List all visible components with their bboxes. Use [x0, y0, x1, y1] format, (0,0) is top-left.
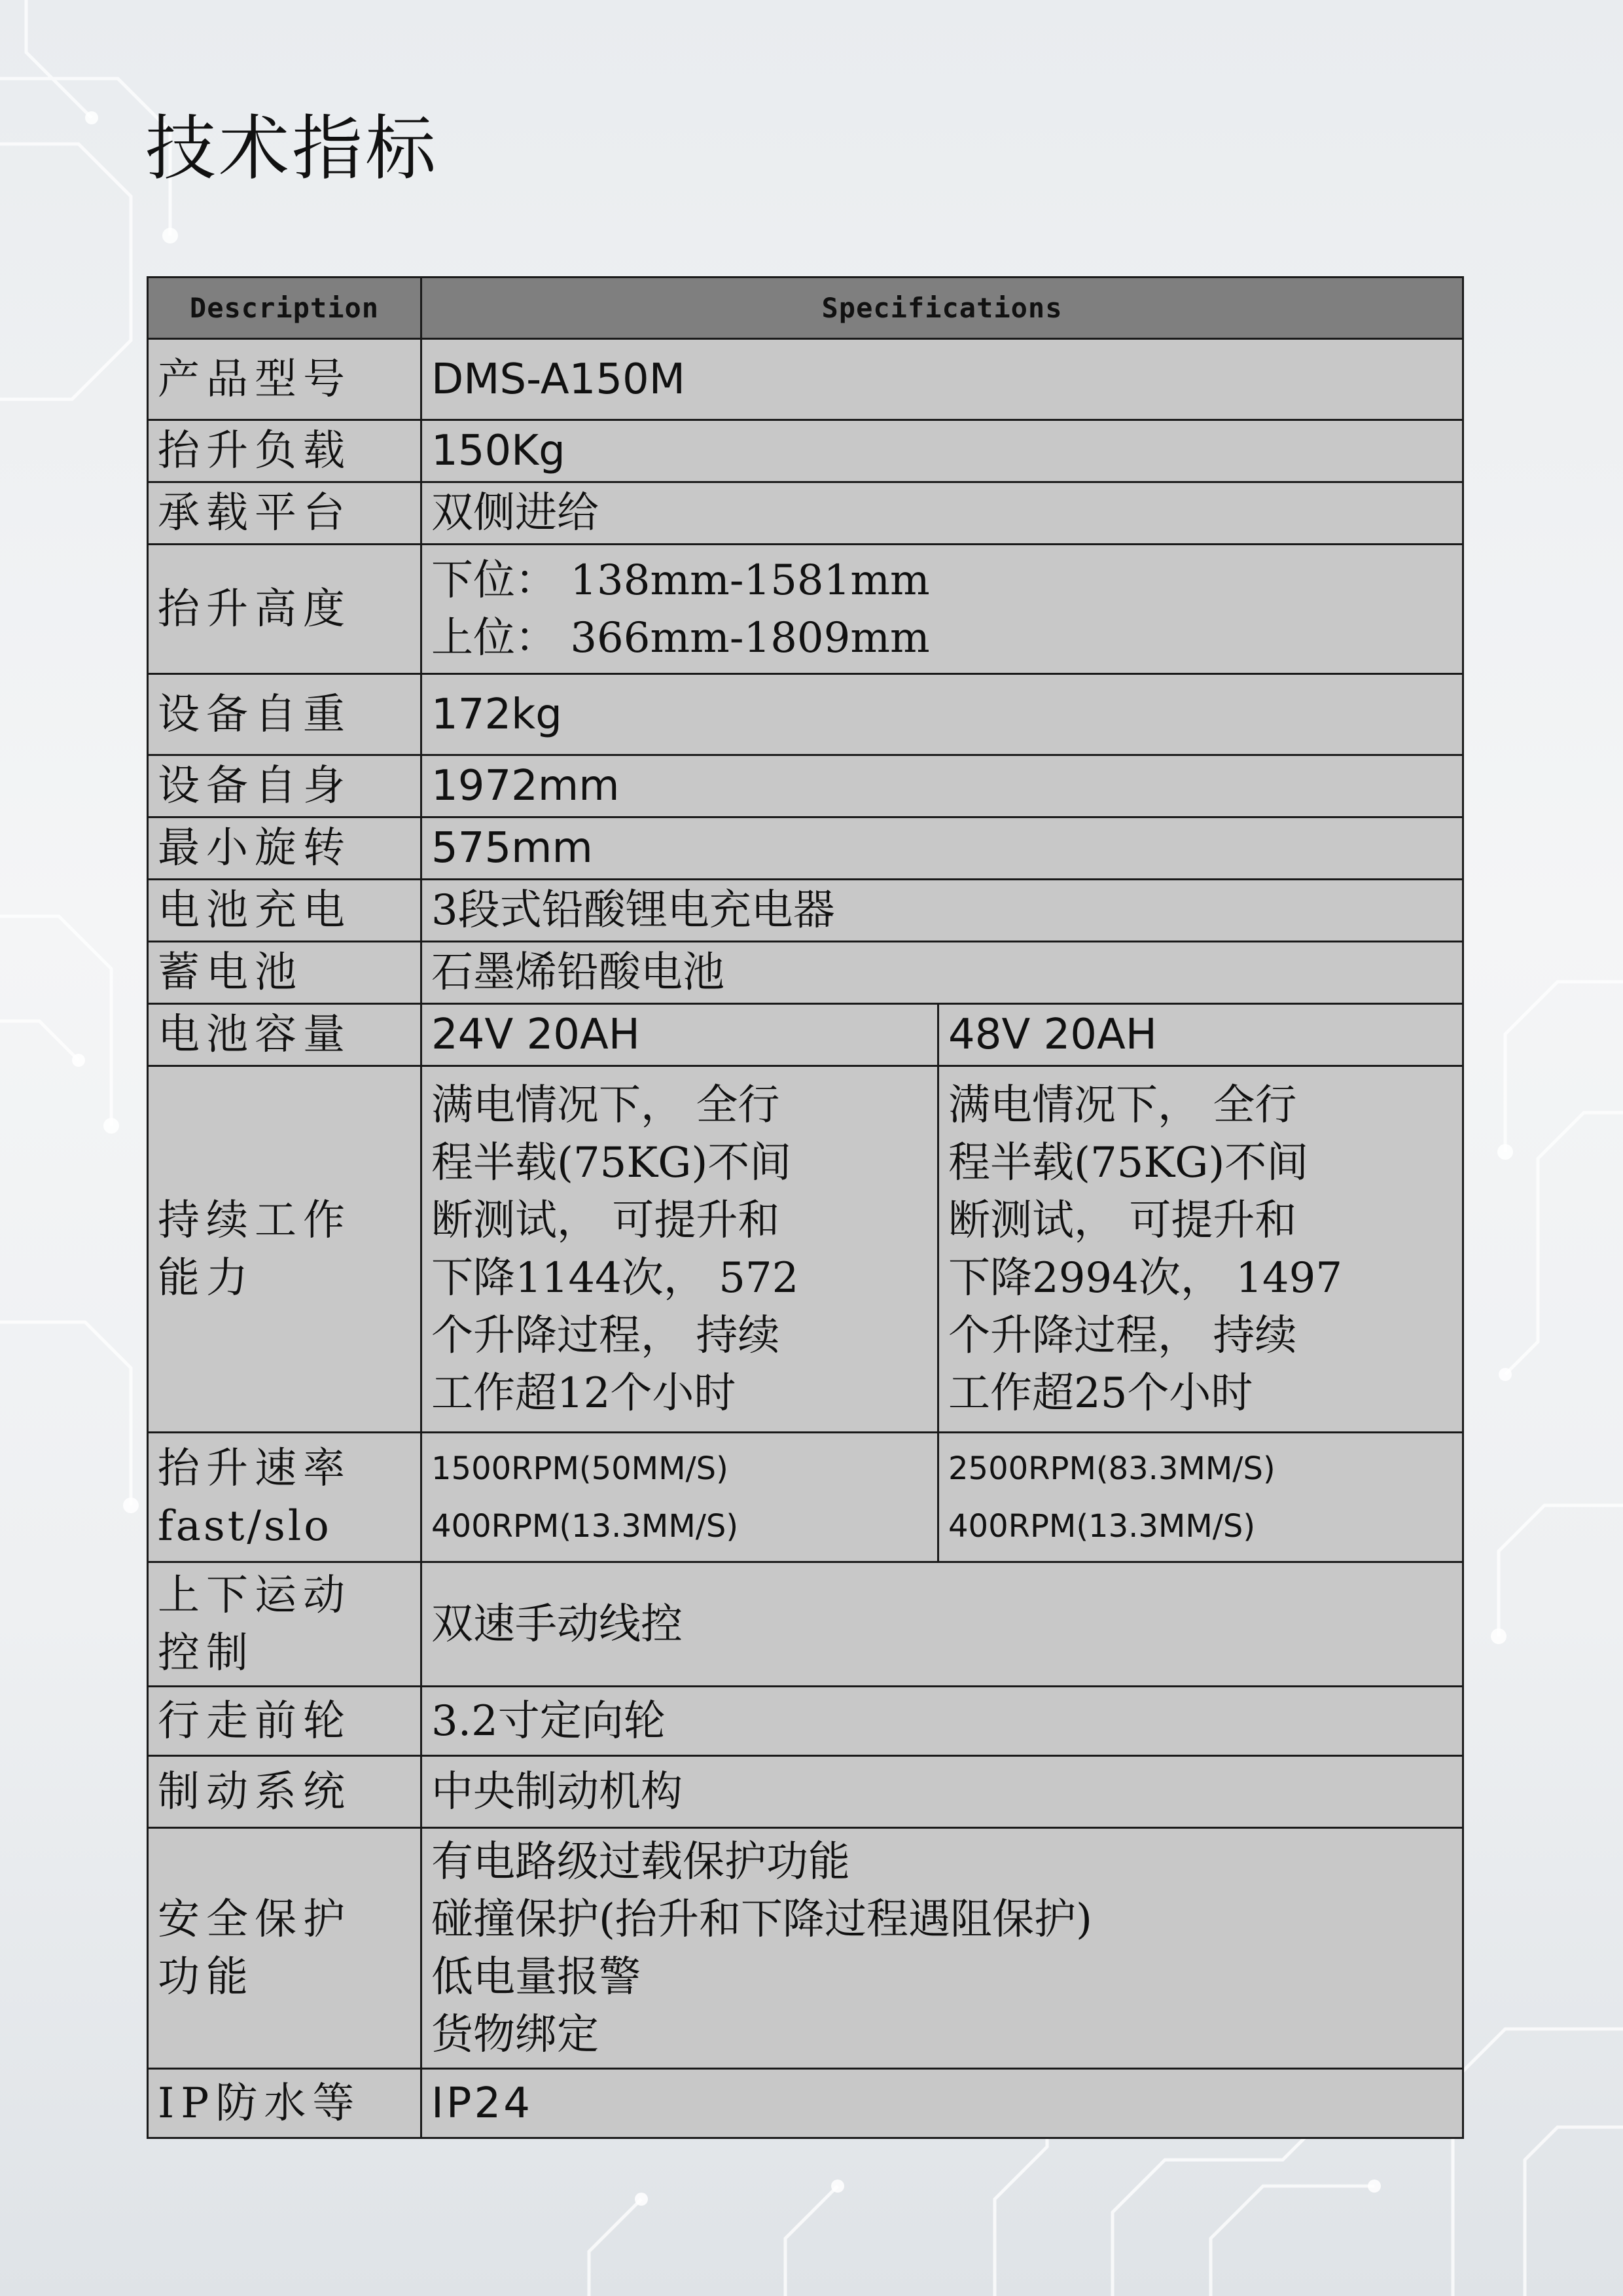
turning-value: 575mm [421, 817, 1463, 880]
charging-label: 电池充电 [148, 880, 421, 942]
row-charging [148, 880, 1463, 942]
row-platform [148, 482, 1463, 545]
row-speed [148, 1433, 1463, 1562]
row-ip [148, 2069, 1463, 2138]
row-weight [148, 674, 1463, 755]
row-control [148, 1562, 1463, 1687]
speed-label: 抬升速率 fast/slo [148, 1433, 421, 1562]
speed-value-24v: 1500RPM(50MM/S) 400RPM(13.3MM/S) [421, 1433, 938, 1562]
turning-label: 最小旋转 [148, 817, 421, 880]
capacity-label: 电池容量 [148, 1004, 421, 1066]
capacity-value-48v: 48V 20AH [938, 1004, 1463, 1066]
body-height-label: 设备自身 [148, 755, 421, 817]
ip-value: IP24 [421, 2069, 1463, 2138]
row-brake [148, 1756, 1463, 1828]
battery-label: 蓄电池 [148, 942, 421, 1004]
brake-label: 制动系统 [148, 1756, 421, 1828]
row-height [148, 545, 1463, 674]
charging-value: 3段式铅酸锂电充电器 [421, 880, 1463, 942]
row-safety [148, 1828, 1463, 2069]
endurance-label: 持续工作 能力 [148, 1066, 421, 1433]
weight-value: 172kg [421, 674, 1463, 755]
height-upper: 上位： 366mm-1809mm [431, 613, 930, 662]
load-value: 150Kg [421, 420, 1463, 482]
capacity-value-24v: 24V 20AH [421, 1004, 938, 1066]
row-capacity [148, 1004, 1463, 1066]
brake-value: 中央制动机构 [421, 1756, 1463, 1828]
model-value: DMS-A150M [421, 339, 1463, 420]
row-model [148, 339, 1463, 420]
header-row [148, 278, 1463, 339]
row-load [148, 420, 1463, 482]
load-label: 抬升负载 [148, 420, 421, 482]
description-header: Description [148, 278, 421, 339]
row-battery [148, 942, 1463, 1004]
height-label: 抬升高度 [148, 545, 421, 674]
endurance-value-48v: 满电情况下， 全行 程半载(75KG)不间 断测试， 可提升和 下降2994次， 1497 个升降过程， 持续 工作超25个小时 [938, 1066, 1463, 1433]
battery-value: 石墨烯铅酸电池 [421, 942, 1463, 1004]
weight-label: 设备自重 [148, 674, 421, 755]
model-label: 产品型号 [148, 339, 421, 420]
body-height-value: 1972mm [421, 755, 1463, 817]
platform-value: 双侧进给 [421, 482, 1463, 545]
safety-label: 安全保护 功能 [148, 1828, 421, 2069]
row-endurance [148, 1066, 1463, 1433]
height-lower: 下位： 138mm-1581mm [431, 556, 930, 605]
safety-value: 有电路级过载保护功能 碰撞保护(抬升和下降过程遇阻保护) 低电量报警 货物绑定 [421, 1828, 1463, 2069]
wheel-label: 行走前轮 [148, 1687, 421, 1756]
specifications-header: Specifications [421, 278, 1463, 339]
platform-label: 承载平台 [148, 482, 421, 545]
page-title: 技术指标 [145, 108, 439, 190]
height-value [421, 545, 1463, 674]
row-turning [148, 817, 1463, 880]
spec-table [147, 276, 1464, 2139]
speed-value-48v: 2500RPM(83.3MM/S) 400RPM(13.3MM/S) [938, 1433, 1463, 1562]
control-value: 双速手动线控 [421, 1562, 1463, 1687]
row-body-height [148, 755, 1463, 817]
row-wheel [148, 1687, 1463, 1756]
endurance-value-24v: 满电情况下， 全行 程半载(75KG)不间 断测试， 可提升和 下降1144次， 572 个升降过程， 持续 工作超12个小时 [421, 1066, 938, 1433]
control-label: 上下运动 控制 [148, 1562, 421, 1687]
wheel-value: 3.2寸定向轮 [421, 1687, 1463, 1756]
ip-label: IP防水等 [148, 2069, 421, 2138]
